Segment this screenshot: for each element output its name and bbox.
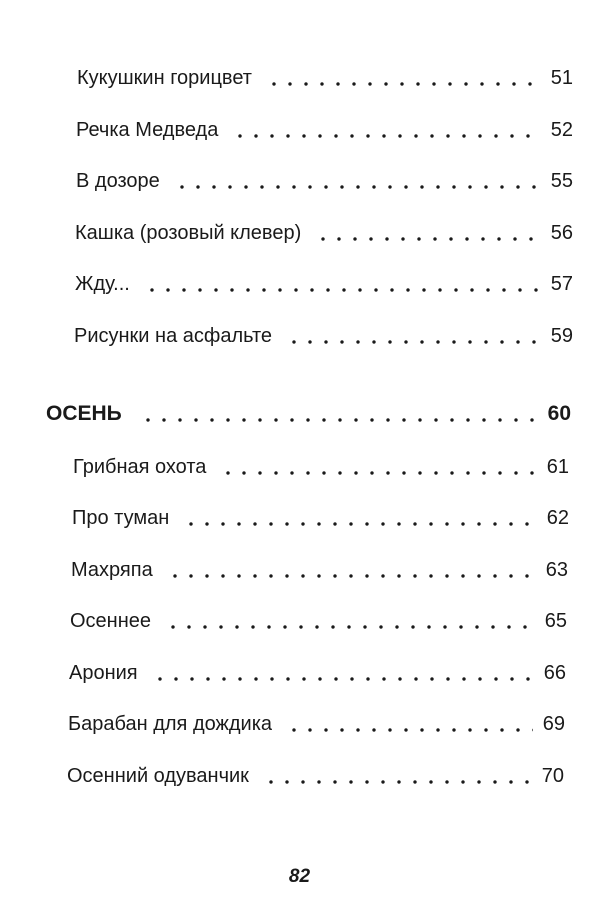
toc-entry-title: Кашка (розовый клевер) <box>75 222 302 244</box>
toc-entry-title: Осенний одуванчик <box>67 765 249 787</box>
toc-entry-title: Осеннее <box>70 610 152 632</box>
toc-entry-title: Рисунки на асфальте <box>74 325 273 347</box>
dot-leader <box>183 522 536 526</box>
toc-entry-page: 56 <box>550 222 573 244</box>
toc-entry <box>70 609 567 633</box>
toc-entry-page: 61 <box>546 456 569 478</box>
toc-entry-page: 57 <box>550 273 573 295</box>
toc-entry-page: 70 <box>541 765 564 787</box>
dot-leader <box>174 185 541 189</box>
dot-leader <box>167 574 536 578</box>
toc-entry-page: 59 <box>550 325 573 347</box>
toc-entry-title: Грибная охота <box>73 456 207 478</box>
dot-leader <box>152 677 534 681</box>
toc-section-heading <box>46 402 571 426</box>
toc-entry-page: 65 <box>544 610 567 632</box>
toc-entry <box>71 558 568 582</box>
toc-entry-title: Арония <box>69 662 138 684</box>
toc-entry <box>72 506 569 530</box>
toc-entry-page: 63 <box>545 559 568 581</box>
toc-entry-page: 55 <box>550 170 573 192</box>
dot-leader <box>266 82 541 86</box>
toc-entry-page: 52 <box>550 119 573 141</box>
toc-entry-page: 62 <box>546 507 569 529</box>
dot-leader <box>286 340 541 344</box>
toc-entry <box>67 764 564 788</box>
dot-leader <box>220 471 536 475</box>
dot-leader <box>286 728 533 732</box>
toc-entry-title: Барабан для дождика <box>68 713 273 735</box>
toc-entry <box>75 272 573 296</box>
dot-leader <box>315 237 541 241</box>
toc-entry <box>75 221 573 245</box>
page-number: 82 <box>288 866 311 887</box>
toc-entry <box>76 169 573 193</box>
dot-leader <box>165 625 535 629</box>
toc-entry-title: Про туман <box>72 507 170 529</box>
toc-entry-title: Речка Медведа <box>76 119 219 141</box>
toc-entry-title: Жду... <box>75 273 130 295</box>
toc-entry-page: 66 <box>543 662 566 684</box>
toc-entry <box>73 455 569 479</box>
toc-entry-title: Махряпа <box>71 559 153 581</box>
toc-entry <box>77 66 573 90</box>
section-title: ОСЕНЬ <box>46 402 122 425</box>
dot-leader <box>263 780 532 784</box>
toc-entry <box>68 712 565 736</box>
dot-leader <box>144 288 541 292</box>
toc-entry-page: 51 <box>550 67 573 89</box>
toc-entry <box>76 118 573 142</box>
toc-entry-title: Кукушкин горицвет <box>77 67 252 89</box>
dot-leader <box>140 418 542 422</box>
toc-entry-page: 69 <box>542 713 565 735</box>
toc-entry <box>69 661 566 685</box>
toc-entry-title: В дозоре <box>76 170 160 192</box>
dot-leader <box>232 134 540 138</box>
section-page: 60 <box>547 402 571 425</box>
toc-entry <box>74 324 573 348</box>
